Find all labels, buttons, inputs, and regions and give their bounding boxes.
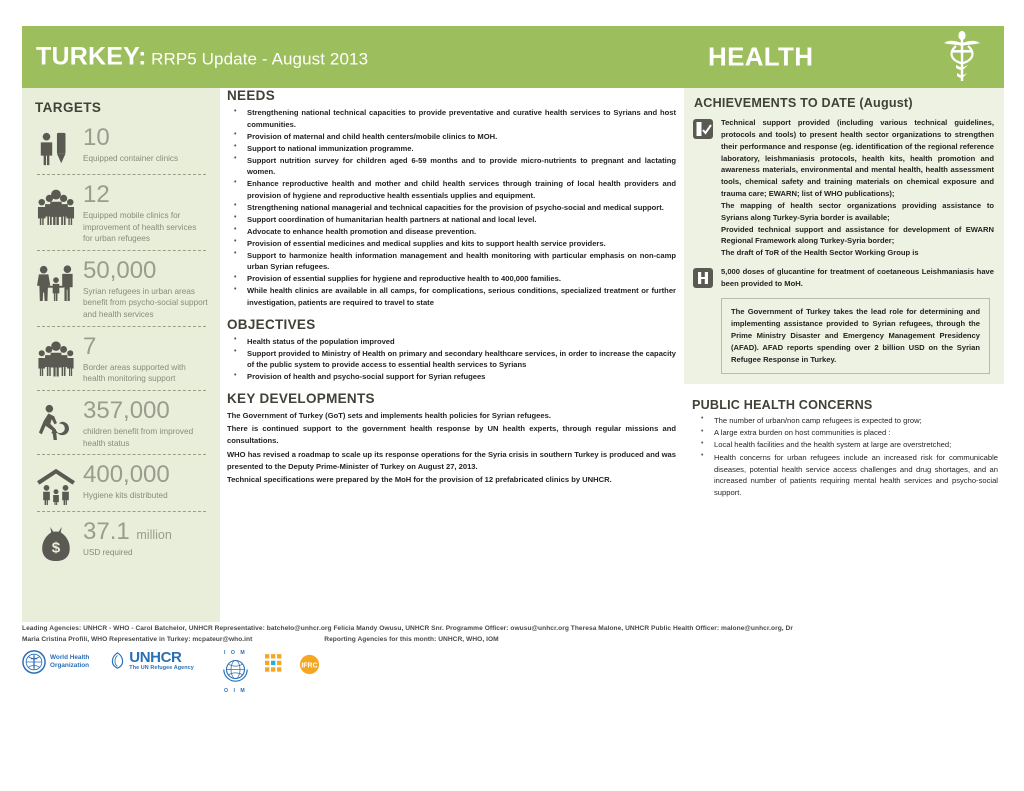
footer-left-text: Maria Cristina Profili, WHO Representative in Turkey: mcpateur@who.int [22, 635, 253, 643]
target-label: Hygiene kits distributed [83, 491, 168, 501]
svg-text:$: $ [51, 539, 61, 557]
objectives-heading: OBJECTIVES [227, 316, 316, 332]
target-item [35, 462, 208, 511]
ifrc-logo [265, 653, 320, 676]
walking-person-icon [35, 402, 77, 442]
paragraph: Technical support provided (including various technical guidelines, protocols and tools) to present health sector organizations to strengthen their performance and response (eg. identification of the regional reference laboratory, leishmaniasis protocols, health kits, health promotion and awareness materials, environmental and mental health, health assessment tools, chemical safety and training materials on chemical exposure and trauma care; EWARN; list of WHO publications); [721, 118, 994, 199]
list-item: • Provision of maternal and child health centers/mobile clinics to MOH. [227, 131, 676, 143]
list-item: • Local health facilities and the health system at large are overstretched; [692, 439, 998, 451]
page-footer [22, 624, 1004, 692]
paragraph: The mapping of health sector organizations providing assistance to Syrians along Turkey-Syria border is available; [721, 200, 994, 222]
list-item: • Support coordination of humanitarian health partners at national and local level. [227, 214, 676, 226]
ifrc-circle-icon [299, 654, 320, 675]
target-label: Equipped mobile clinics for improvement of health services for urban refugees [83, 210, 197, 244]
iom-logo-top: I O M [223, 649, 247, 656]
house-family-icon [35, 466, 77, 506]
iom-logo-bottom: O I M [223, 687, 247, 694]
achievements-heading: ACHIEVEMENTS TO DATE (August) [694, 96, 913, 110]
target-text [83, 398, 208, 449]
money-bag-icon [35, 523, 77, 563]
key-developments-body [227, 410, 676, 487]
list-item: • Support to national immunization programme. [227, 143, 676, 155]
list-item: • Strengthening national managerial and technical capacities for the provision of psycho-social and medical support. [227, 202, 676, 214]
achievement-text [721, 266, 994, 290]
target-number: 7 [83, 332, 97, 360]
divider [37, 326, 206, 327]
page-header [22, 26, 1004, 88]
who-emblem-icon [22, 650, 46, 674]
svg-text:IFRC: IFRC [301, 662, 318, 670]
unhcr-emblem-icon [109, 652, 126, 669]
unhcr-logo-text: UNHCR The UN Refugee Agency [129, 648, 194, 671]
divider [37, 174, 206, 175]
needs-heading: NEEDS [227, 88, 276, 103]
target-number: 400,000 [83, 461, 170, 489]
target-number: 10 [83, 124, 110, 151]
target-text [83, 519, 208, 559]
target-text [83, 125, 208, 165]
target-number: 50,000 [83, 256, 157, 284]
list-item: • Health status of the population improved [227, 336, 676, 348]
target-label: USD required [83, 548, 133, 558]
achievement-item [692, 266, 994, 290]
list-item: • The number of urban/non camp refugees is expected to grow; [692, 415, 998, 427]
header-subtitle: RRP5 Update - August 2013 [151, 49, 369, 69]
paragraph: There is continued support to the government health response by UN health experts, through regular missions and consultations. [227, 424, 676, 446]
achievement-text [721, 117, 994, 259]
iom-globe-icon [222, 656, 249, 683]
divider [37, 250, 206, 251]
clipboard-check-icon [692, 118, 714, 140]
target-number: 12 [83, 181, 110, 208]
public-health-concerns-heading: PUBLIC HEALTH CONCERNS [692, 397, 873, 412]
list-item: • Support nutrition survey for children aged 6-59 months and to provide micro-nutrients to pregnant and lactating women. [227, 155, 676, 178]
target-item [35, 398, 208, 454]
target-label: Equipped container clinics [83, 153, 179, 163]
header-country: TURKEY: [36, 42, 147, 71]
footer-line-1: Leading Agencies: UNHCR - WHO - Carol Batchelor, UNHCR Representative: batchelo@unhcr.org Felicia Mandy Owusu, UNHCR Snr. Programme Officer: owusu@unhcr.org Theresa Malone, UNHCR Public Health Officer: malone@unhcr.org, Dr [22, 625, 793, 632]
public-health-concerns-list [684, 415, 1004, 499]
group-people-icon [35, 186, 77, 226]
target-number: 357,000 [83, 396, 170, 424]
iom-logo [222, 650, 249, 694]
logo-row [22, 650, 1004, 692]
key-developments-heading: KEY DEVELOPMENTS [227, 390, 375, 406]
target-label: Border areas supported with health monitoring support [83, 362, 186, 384]
family-icon [35, 262, 77, 302]
header-sector: HEALTH [708, 41, 814, 72]
list-item: • Provision of essential medicines and medical supplies and kits to support health service providers. [227, 238, 676, 250]
paragraph: The Government of Turkey (GoT) sets and implements health policies for Syrian refugees. [227, 410, 551, 420]
crowd-icon [35, 338, 77, 378]
target-label: children benefit from improved health status [83, 426, 194, 448]
person-pencil-icon [35, 129, 77, 169]
list-item: • Provision of health and psycho-social support for Syrian refugees [227, 371, 676, 383]
list-item: • Advocate to enhance health promotion and disease prevention. [227, 226, 676, 238]
list-item: • Support provided to Ministry of Health on primary and secondary healthcare services, in order to increase the capacity of the public system to provide access to essential health services to Syrians [227, 348, 676, 371]
target-item [35, 519, 208, 568]
target-text [83, 258, 208, 321]
footer-line-2 [22, 635, 1004, 646]
list-item: • Enhance reproductive health and mother and child health services through training of local health providers and provision of hygiene and reproductive health essentials upplies and equipment. [227, 178, 676, 201]
target-text [83, 462, 208, 502]
needs-list [227, 107, 676, 309]
targets-heading: TARGETS [35, 100, 102, 115]
header-title-group [36, 43, 368, 72]
paragraph: WHO has revised a roadmap to scale up its response operations for the Syria crisis in southern Turkey is produced and was presented to the Deputy Prime-Minister of Turkey on August 27, 2013. [227, 449, 676, 471]
achievement-item [692, 117, 994, 259]
target-item [35, 258, 208, 326]
right-column [684, 88, 1004, 500]
who-logo [22, 650, 89, 674]
paragraph: The draft of ToR of the Health Sector Working Group is [721, 248, 919, 258]
target-text [83, 182, 208, 245]
target-item [35, 182, 208, 250]
footer-right-text: Reporting Agencies for this month: UNHCR, WHO, IOM [324, 635, 499, 643]
paragraph: Provided technical support and assistance for development of EWARN Regional Framework along Turkey-Syria border; [721, 224, 994, 246]
ifrc-dots-icon [265, 653, 297, 676]
paragraph: Technical specifications were prepared by the MoH for the provision of 12 prefabricated clinics by UNHCR. [227, 475, 612, 485]
middle-column [227, 88, 676, 488]
page-body [22, 88, 1004, 704]
target-number: 37.1 million [83, 518, 172, 546]
objectives-list [227, 336, 676, 383]
paragraph: 5,000 doses of glucantine for treatment of coetaneous Leishmaniasis have been provided to MoH. [721, 267, 994, 288]
report-page [22, 26, 1004, 704]
list-item: • Provision of essential supplies for hygiene and reproductive health to 400,000 families. [227, 273, 676, 285]
targets-panel [22, 88, 220, 622]
list-item: • Health concerns for urban refugees include an increased risk for communicable diseases, potential health service access challenges and drug shortages, and an increased number of patients requiring mental health services and psycho-social support. [692, 452, 998, 499]
list-item: • Support to harmonize health information management and health monitoring with particular emphasis on non-camp urban Syrian refugees. [227, 250, 676, 273]
list-item: • Strengthening national technical capacities to provide preventative and curative health services to Syrians and host communities. [227, 107, 676, 130]
unhcr-logo [109, 650, 194, 671]
divider [37, 390, 206, 391]
who-logo-text: World Health Organization [50, 653, 90, 669]
divider [37, 511, 206, 512]
caduceus-icon [936, 29, 988, 85]
achievements-note: The Government of Turkey takes the lead role for determining and implementing assistance provided to Syrian refugees, through the Prime Ministry Disaster and Emergency Management Presidency (AFAD). AFAD reports spending over 2 billion USD on the Syrian Refugee Response in Turkey. [721, 298, 990, 374]
target-text [83, 334, 208, 385]
target-label: Syrian refugees in urban areas benefit from psycho-social support and health services [83, 286, 208, 320]
achievements-panel [684, 88, 1004, 384]
target-item [35, 125, 208, 174]
target-item [35, 334, 208, 390]
list-item: • While health clinics are available in all camps, for complications, serious conditions, specialized treatment or further investigation, patients are required to travel to state [227, 285, 676, 308]
divider [37, 454, 206, 455]
list-item: • A large extra burden on host communities is placed : [692, 427, 998, 439]
hospital-h-icon [692, 267, 714, 289]
